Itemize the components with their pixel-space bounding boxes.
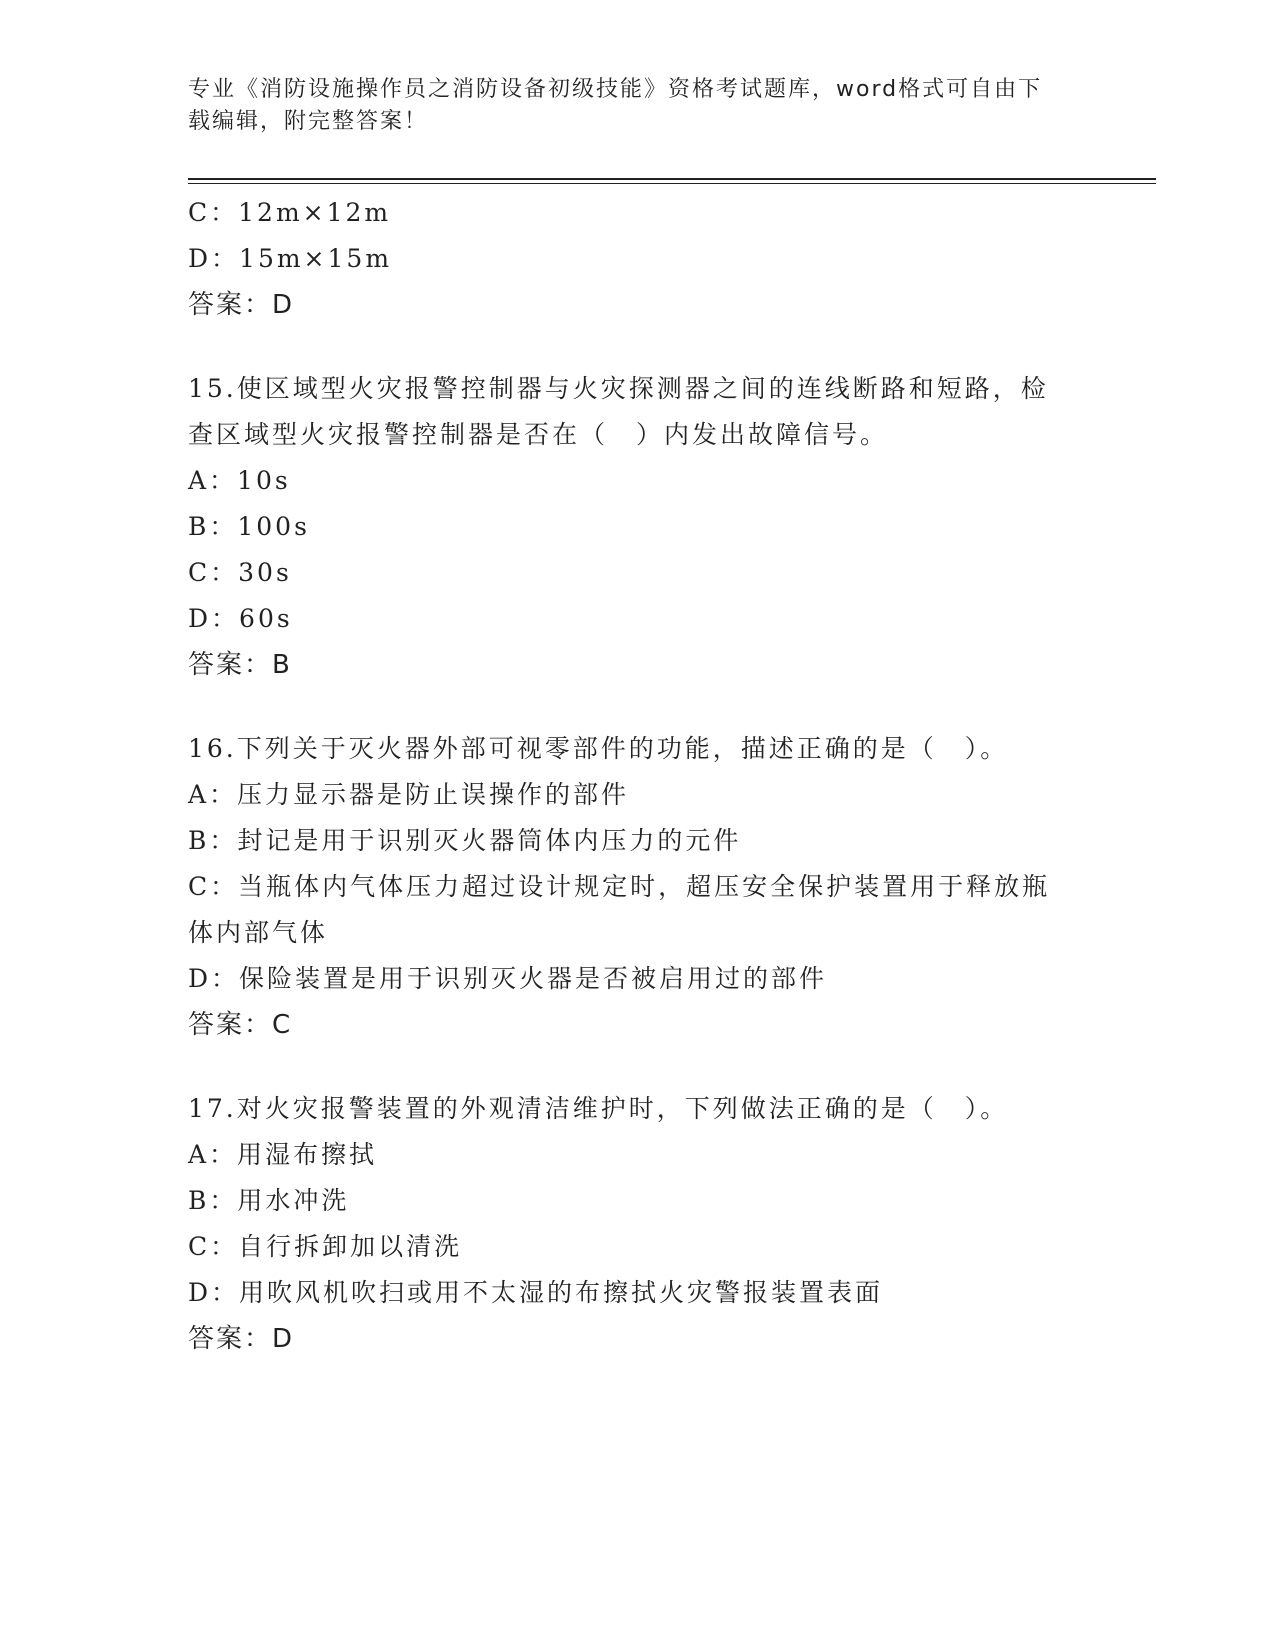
option-a: A：用湿布擦拭 (188, 1140, 378, 1169)
option-c: C：30s (188, 558, 292, 587)
question-block-17 (188, 1086, 1088, 1362)
question-stem: 16.下列关于灭火器外部可视零部件的功能，描述正确的是（ ）。 (188, 734, 1009, 763)
question-block-14 (188, 190, 1088, 328)
option-b: B：100s (188, 512, 310, 541)
option-b: B：用水冲洗 (188, 1186, 350, 1215)
answer-line: 答案：D (188, 1324, 295, 1354)
option-d: D：15m×15m (188, 244, 393, 273)
option-a: A：压力显示器是防止误操作的部件 (188, 780, 630, 809)
question-block-15 (188, 366, 1088, 688)
question-block-16 (188, 726, 1088, 1048)
question-stem: 15.使区域型火灾报警控制器与火灾探测器之间的连线断路和短路，检 (188, 374, 1049, 403)
option-b: B：封记是用于识别灭火器筒体内压力的元件 (188, 826, 742, 855)
answer-line: 答案：C (188, 1010, 293, 1040)
option-a: A：10s (188, 466, 291, 495)
header-line-2: 载编辑，附完整答案！ (188, 109, 429, 134)
option-d: D：60s (188, 604, 293, 633)
option-c: C：当瓶体内气体压力超过设计规定时，超压安全保护装置用于释放瓶 (188, 872, 1051, 901)
header-divider-thick (188, 178, 1156, 180)
option-c: C：12m×12m (188, 198, 392, 227)
option-c-continued: 体内部气体 (188, 918, 329, 947)
header-divider-thin (188, 183, 1156, 184)
question-list (188, 190, 1088, 1362)
page-header (188, 74, 1088, 138)
option-d: D：保险装置是用于识别灭火器是否被启用过的部件 (188, 964, 828, 993)
option-d: D：用吹风机吹扫或用不太湿的布擦拭火灾警报装置表面 (188, 1278, 884, 1307)
question-stem: 17.对火灾报警装置的外观清洁维护时，下列做法正确的是（ ）。 (188, 1094, 1009, 1123)
question-stem-continued: 查区域型火灾报警控制器是否在（ ）内发出故障信号。 (188, 420, 889, 449)
answer-line: 答案：D (188, 290, 295, 320)
answer-line: 答案：B (188, 650, 292, 680)
option-c: C：自行拆卸加以清洗 (188, 1232, 463, 1261)
header-line-1: 专业《消防设施操作员之消防设备初级技能》资格考试题库，word格式可自由下 (188, 77, 1043, 102)
